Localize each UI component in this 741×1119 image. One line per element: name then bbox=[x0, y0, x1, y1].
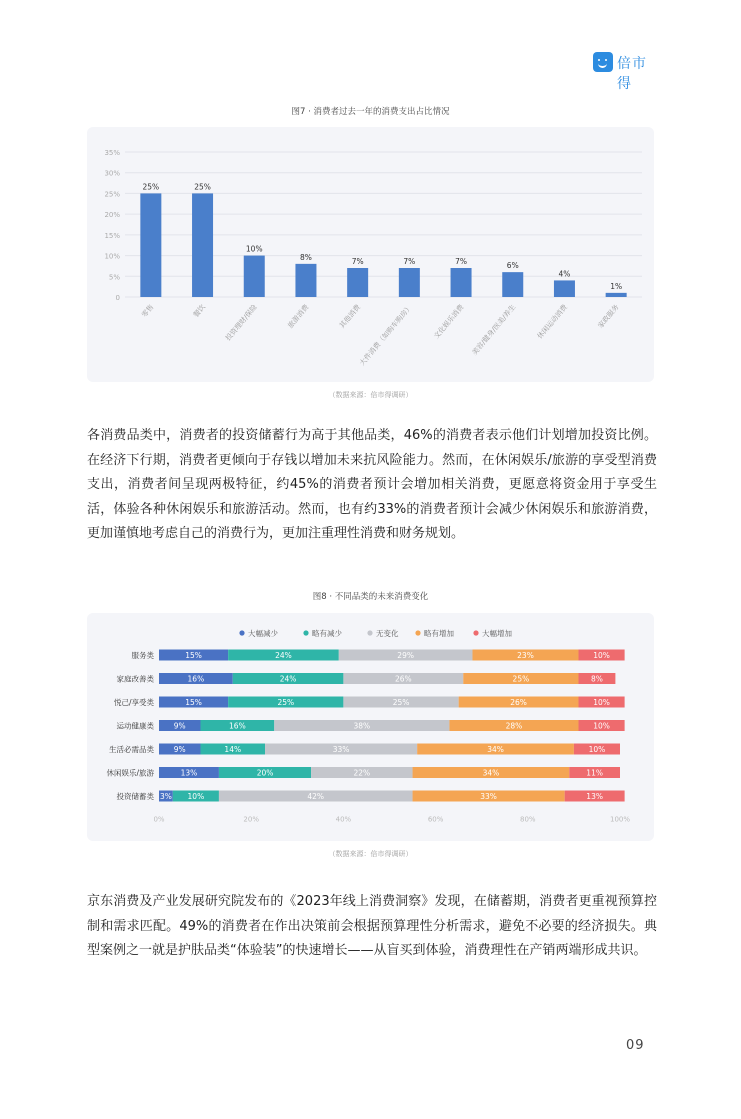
x-tick-label: 休闲运动消费 bbox=[535, 303, 569, 341]
x-tick-label: 家政服务 bbox=[596, 303, 621, 330]
bar bbox=[295, 264, 316, 297]
figure8-caption: 图8 · 不同品类的未来消费变化 bbox=[312, 592, 429, 602]
bar-value-label: 7% bbox=[403, 257, 416, 266]
bar bbox=[399, 268, 420, 297]
segment-value-label: 22% bbox=[353, 768, 371, 778]
segment-value-label: 13% bbox=[586, 792, 603, 801]
bar-value-label: 1% bbox=[610, 281, 623, 291]
category-label: 生活必需品类 bbox=[109, 745, 154, 754]
segment-value-label: 10% bbox=[593, 721, 610, 731]
segment-value-label: 14% bbox=[224, 745, 242, 754]
vertical-bar-chart bbox=[87, 127, 654, 382]
segment-value-label: 16% bbox=[187, 674, 205, 684]
category-label: 休闲娱乐/旅游 bbox=[106, 768, 154, 778]
y-tick-label: 10% bbox=[104, 252, 120, 261]
x-tick-label: 其他消费 bbox=[338, 303, 363, 330]
segment-value-label: 25% bbox=[512, 674, 530, 684]
figure7-source: （数据来源：倍市得调研） bbox=[328, 391, 413, 399]
segment-value-label: 29% bbox=[397, 651, 414, 660]
bar bbox=[554, 280, 575, 297]
segment-value-label: 33% bbox=[480, 792, 497, 801]
segment-value-label: 34% bbox=[482, 768, 500, 778]
legend-label: 略有增加 bbox=[424, 629, 454, 638]
segment-value-label: 25% bbox=[392, 698, 410, 707]
segment-value-label: 11% bbox=[586, 768, 603, 778]
segment-value-label: 10% bbox=[187, 792, 205, 801]
bar bbox=[502, 272, 523, 297]
segment-value-label: 25% bbox=[277, 698, 295, 707]
figure7-panel bbox=[87, 127, 654, 382]
category-label: 投资储蓄类 bbox=[116, 792, 154, 801]
bar bbox=[244, 256, 265, 297]
bar-value-label: 25% bbox=[194, 182, 211, 192]
segment-value-label: 15% bbox=[185, 698, 202, 707]
smile-logo-icon bbox=[593, 52, 613, 72]
y-tick-label: 30% bbox=[104, 169, 120, 178]
bar-value-label: 4% bbox=[558, 269, 571, 279]
segment-value-label: 33% bbox=[332, 745, 350, 754]
bar-value-label: 7% bbox=[455, 257, 468, 266]
legend-label: 大幅增加 bbox=[482, 629, 512, 638]
segment-value-label: 24% bbox=[279, 674, 297, 684]
segment-value-label: 38% bbox=[353, 721, 371, 731]
segment-value-label: 26% bbox=[510, 698, 527, 707]
x-tick-label: 60% bbox=[427, 815, 444, 824]
segment-value-label: 9% bbox=[173, 745, 186, 754]
category-label: 运动健康类 bbox=[116, 721, 154, 731]
x-tick-label: 零售 bbox=[140, 303, 156, 320]
x-tick-label: 100% bbox=[609, 815, 631, 824]
bar-value-label: 6% bbox=[506, 261, 519, 271]
y-tick-label: 0 bbox=[115, 294, 120, 302]
x-tick-label: 40% bbox=[335, 815, 352, 824]
y-tick-label: 25% bbox=[104, 190, 120, 199]
bar-value-label: 7% bbox=[351, 257, 364, 266]
legend-swatch bbox=[415, 630, 420, 635]
segment-value-label: 3% bbox=[159, 792, 172, 801]
legend-swatch bbox=[367, 630, 372, 635]
x-tick-label: 文化娱乐消费 bbox=[432, 303, 466, 341]
brand-name: 倍市得 bbox=[617, 56, 647, 92]
category-label: 服务类 bbox=[131, 651, 154, 660]
x-tick-label: 0% bbox=[153, 815, 165, 824]
bar bbox=[606, 293, 627, 297]
legend-label: 大幅减少 bbox=[248, 629, 278, 638]
x-tick-label: 美容/健身/医美/养生 bbox=[470, 303, 518, 357]
paragraph-2: 京东消费及产业发展研究院发布的《2023年线上消费洞察》发现，在储蓄期，消费者更重视预算控制和需求匹配。49%的消费者在作出决策前会根据预算理性分析需求，避免不必要的经济损失。典型案例之一就是护肤品类“体验装”的快速增长——从盲买到体验，消费理性在产销两端形成共识。 bbox=[87, 894, 657, 958]
segment-value-label: 23% bbox=[517, 651, 534, 660]
y-tick-label: 20% bbox=[104, 211, 120, 220]
category-label: 家庭改善类 bbox=[116, 674, 154, 684]
segment-value-label: 9% bbox=[173, 721, 186, 731]
x-tick-label: 餐饮 bbox=[191, 303, 208, 320]
paragraph-1: 各消费品类中，消费者的投资储蓄行为高于其他品类，46%的消费者表示他们计划增加投资比例。在经济下行期，消费者更倾向于存钱以增加未来抗风险能力。然而，在休闲娱乐/旅游的享受型消费支出，消费者间呈现两极特征，约45%的消费者预计会增加相关消费，更愿意将资金用于享受生活，体验各种休闲娱乐和旅游活动。然而，也有约33%的消费者预计会减少休闲娱乐和旅游消费，更加谨慎地考虑自己的消费行为，更加注重理性消费和财务规划。 bbox=[87, 428, 657, 541]
segment-value-label: 10% bbox=[588, 745, 606, 754]
legend-swatch bbox=[303, 630, 308, 635]
legend-label: 无变化 bbox=[376, 629, 399, 638]
segment-value-label: 34% bbox=[487, 745, 504, 754]
x-tick-label: 20% bbox=[243, 815, 259, 824]
segment-value-label: 26% bbox=[394, 674, 412, 684]
segment-value-label: 16% bbox=[229, 721, 246, 731]
segment-value-label: 28% bbox=[505, 721, 523, 731]
figure8-panel bbox=[87, 613, 654, 841]
bar-value-label: 8% bbox=[299, 252, 312, 262]
bar bbox=[451, 268, 472, 297]
legend-swatch bbox=[473, 630, 478, 635]
legend-swatch bbox=[239, 630, 244, 635]
x-tick-label: 旅游消费 bbox=[286, 303, 311, 330]
y-tick-label: 35% bbox=[104, 149, 120, 157]
segment-value-label: 20% bbox=[256, 768, 274, 778]
segment-value-label: 13% bbox=[180, 768, 198, 778]
bar bbox=[192, 193, 213, 297]
bar bbox=[347, 268, 368, 297]
brand-logo bbox=[593, 52, 659, 92]
x-tick-label: 大件消费（如购车购房） bbox=[358, 303, 414, 368]
segment-value-label: 24% bbox=[275, 651, 292, 660]
segment-value-label: 15% bbox=[185, 651, 202, 660]
segment-value-label: 42% bbox=[307, 792, 325, 801]
y-tick-label: 5% bbox=[108, 273, 120, 282]
legend-label: 略有减少 bbox=[312, 629, 342, 638]
x-tick-label: 投资理财/保险 bbox=[224, 303, 259, 343]
figure8-source: （数据来源：倍市得调研） bbox=[328, 850, 413, 858]
segment-value-label: 10% bbox=[593, 698, 610, 707]
bar-value-label: 25% bbox=[142, 182, 160, 192]
category-label: 悦己/享受类 bbox=[113, 698, 154, 707]
page-number: 09 bbox=[626, 1038, 645, 1053]
figure7-caption: 图7 · 消费者过去一年的消费支出占比情况 bbox=[291, 107, 450, 117]
bar-value-label: 10% bbox=[245, 244, 263, 254]
bar bbox=[140, 193, 161, 297]
segment-value-label: 10% bbox=[593, 651, 610, 660]
stacked-bar-chart bbox=[87, 613, 654, 841]
y-tick-label: 15% bbox=[104, 231, 120, 240]
x-tick-label: 80% bbox=[520, 815, 536, 824]
segment-value-label: 8% bbox=[590, 674, 603, 684]
